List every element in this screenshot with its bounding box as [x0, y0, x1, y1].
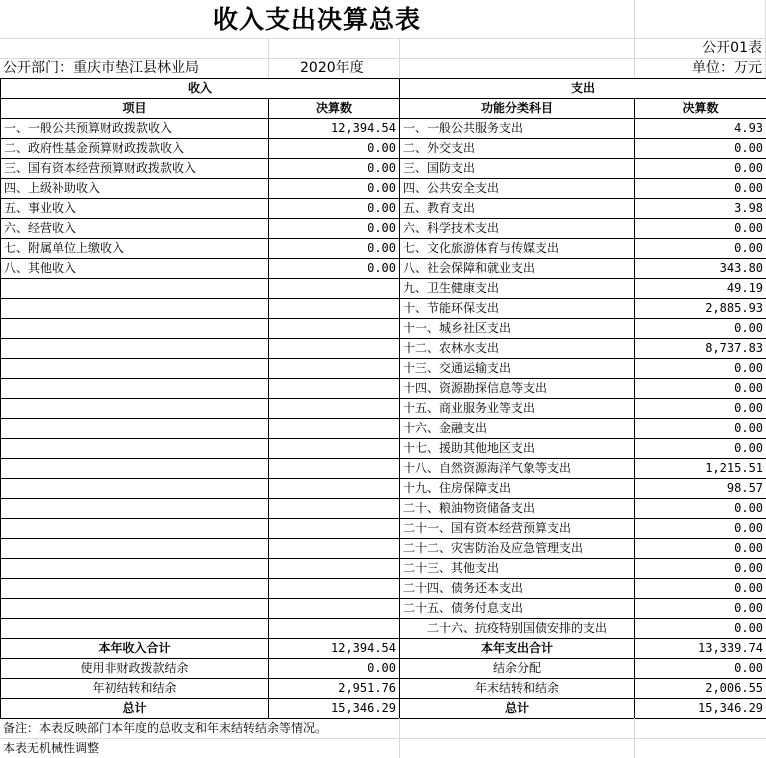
table-row — [1, 239, 766, 259]
table-row — [1, 579, 766, 599]
expense-item-value: 98.57 — [635, 479, 766, 499]
surplus-label: 结余分配 — [400, 659, 635, 679]
expense-item-value: 0.00 — [635, 559, 766, 579]
income-item-value — [269, 519, 400, 539]
income-item-value: 12,394.54 — [269, 119, 400, 139]
grand-total-row — [1, 699, 766, 719]
income-item-label — [1, 579, 269, 599]
income-item-value — [269, 339, 400, 359]
end-balance-value: 2,006.55 — [635, 679, 766, 699]
expense-item-value: 0.00 — [635, 419, 766, 439]
expense-item-label: 一、一般公共服务支出 — [400, 119, 635, 139]
table-row — [1, 139, 766, 159]
income-item-label — [1, 459, 269, 479]
function-item-column-header: 功能分类科目 — [400, 99, 635, 119]
table-row — [1, 399, 766, 419]
income-item-value — [269, 459, 400, 479]
income-item-label — [1, 379, 269, 399]
footnote: 备注：本表反映部门本年度的总收支和年末结转结余等情况。 — [3, 721, 328, 735]
table-row — [1, 479, 766, 499]
income-item-value: 0.00 — [269, 219, 400, 239]
expense-item-label: 三、国防支出 — [400, 159, 635, 179]
income-total-label: 本年收入合计 — [1, 639, 269, 659]
expense-item-label: 十三、交通运输支出 — [400, 359, 635, 379]
expense-item-label: 十二、农林水支出 — [400, 339, 635, 359]
expense-item-label: 十五、商业服务业等支出 — [400, 399, 635, 419]
table-row — [1, 299, 766, 319]
income-item-label: 五、事业收入 — [1, 199, 269, 219]
surplus-value: 0.00 — [635, 659, 766, 679]
expense-item-label: 四、公共安全支出 — [400, 179, 635, 199]
table-row — [1, 599, 766, 619]
expense-item-value: 0.00 — [635, 619, 766, 639]
table-row — [1, 619, 766, 639]
table-row — [1, 439, 766, 459]
expense-item-label: 十一、城乡社区支出 — [400, 319, 635, 339]
income-item-value: 0.00 — [269, 139, 400, 159]
form-number: 公开01表 — [702, 40, 762, 56]
income-item-label: 七、附属单位上缴收入 — [1, 239, 269, 259]
amount-column-header: 决算数 — [269, 99, 400, 119]
expense-item-value: 0.00 — [635, 579, 766, 599]
income-item-label — [1, 559, 269, 579]
expense-item-label: 九、卫生健康支出 — [400, 279, 635, 299]
expense-item-label: 二十二、灾害防治及应急管理支出 — [400, 539, 635, 559]
expense-item-value: 0.00 — [635, 599, 766, 619]
expense-item-value: 0.00 — [635, 139, 766, 159]
page-title: 收入支出决算总表 — [212, 5, 421, 34]
income-item-value — [269, 279, 400, 299]
end-balance-label: 年末结转和结余 — [400, 679, 635, 699]
grand-total-income-label: 总计 — [1, 699, 269, 719]
income-item-label — [1, 539, 269, 559]
amount2-column-header: 决算数 — [635, 99, 766, 119]
expense-item-value: 8,737.83 — [635, 339, 766, 359]
expense-item-label: 十九、住房保障支出 — [400, 479, 635, 499]
item-column-header: 项目 — [1, 99, 269, 119]
table-row — [1, 339, 766, 359]
expense-item-value: 0.00 — [635, 319, 766, 339]
expense-item-value: 0.00 — [635, 519, 766, 539]
income-item-value — [269, 399, 400, 419]
expense-item-value: 0.00 — [635, 219, 766, 239]
income-item-value — [269, 539, 400, 559]
expense-item-label: 二十三、其他支出 — [400, 559, 635, 579]
expense-item-value: 0.00 — [635, 239, 766, 259]
table-row — [1, 179, 766, 199]
nonfiscal-label: 使用非财政拨款结余 — [1, 659, 269, 679]
income-item-label — [1, 339, 269, 359]
table-row — [1, 359, 766, 379]
expense-item-label: 二十五、债务付息支出 — [400, 599, 635, 619]
budget-summary-body — [1, 639, 766, 719]
expense-item-value: 0.00 — [635, 499, 766, 519]
expense-item-label: 二十一、国有资本经营预算支出 — [400, 519, 635, 539]
income-item-label — [1, 479, 269, 499]
income-item-label: 一、一般公共预算财政拨款收入 — [1, 119, 269, 139]
income-item-value — [269, 299, 400, 319]
gridline — [399, 38, 400, 78]
income-item-label: 六、经营收入 — [1, 219, 269, 239]
expense-item-value: 0.00 — [635, 379, 766, 399]
expense-item-label: 二十、粮油物资储备支出 — [400, 499, 635, 519]
column-header-row — [1, 99, 766, 119]
table-row — [1, 259, 766, 279]
gridline — [268, 38, 269, 78]
expense-item-label: 十、节能环保支出 — [400, 299, 635, 319]
expense-item-value: 343.80 — [635, 259, 766, 279]
income-item-label: 八、其他收入 — [1, 259, 269, 279]
income-item-label — [1, 439, 269, 459]
income-item-value: 0.00 — [269, 199, 400, 219]
expense-item-value: 0.00 — [635, 359, 766, 379]
expense-item-value: 0.00 — [635, 179, 766, 199]
expense-item-label: 十七、援助其他地区支出 — [400, 439, 635, 459]
income-item-value: 0.00 — [269, 179, 400, 199]
table-row — [1, 459, 766, 479]
table-row — [1, 419, 766, 439]
nonfiscal-value: 0.00 — [269, 659, 400, 679]
income-item-value — [269, 419, 400, 439]
table-row — [1, 519, 766, 539]
summary-row — [1, 659, 766, 679]
income-item-label — [1, 619, 269, 639]
income-item-label: 四、上级补助收入 — [1, 179, 269, 199]
table-row — [1, 219, 766, 239]
income-item-label — [1, 599, 269, 619]
table-row — [1, 379, 766, 399]
income-item-label — [1, 519, 269, 539]
table-row — [1, 539, 766, 559]
expense-total-value: 13,339.74 — [635, 639, 766, 659]
table-row — [1, 119, 766, 139]
income-item-value — [269, 559, 400, 579]
expense-item-value: 3.98 — [635, 199, 766, 219]
income-item-label — [1, 419, 269, 439]
expense-item-value: 1,215.51 — [635, 459, 766, 479]
income-item-label — [1, 499, 269, 519]
expense-item-value: 0.00 — [635, 439, 766, 459]
footnote: 本表无机械性调整 — [3, 741, 100, 755]
grand-total-income-value: 15,346.29 — [269, 699, 400, 719]
budget-table-body — [1, 79, 766, 639]
expense-item-value: 49.19 — [635, 279, 766, 299]
income-item-label — [1, 359, 269, 379]
expense-item-label: 二十六、抗疫特别国债安排的支出 — [400, 619, 635, 639]
income-item-value — [269, 599, 400, 619]
expense-item-label: 八、社会保障和就业支出 — [400, 259, 635, 279]
income-total-value: 12,394.54 — [269, 639, 400, 659]
fiscal-year: 2020年度 — [300, 60, 364, 76]
income-item-value: 0.00 — [269, 239, 400, 259]
expense-item-value: 0.00 — [635, 159, 766, 179]
expense-item-value: 2,885.93 — [635, 299, 766, 319]
income-item-label: 三、国有资本经营预算财政拨款收入 — [1, 159, 269, 179]
expense-item-value: 0.00 — [635, 399, 766, 419]
expense-item-label: 六、科学技术支出 — [400, 219, 635, 239]
begin-balance-value: 2,951.76 — [269, 679, 400, 699]
gridline — [634, 0, 635, 78]
income-item-label — [1, 399, 269, 419]
income-item-value — [269, 499, 400, 519]
table-row — [1, 499, 766, 519]
summary-row — [1, 679, 766, 699]
income-section-header: 收入 — [1, 79, 400, 99]
table-row — [1, 279, 766, 299]
income-item-label: 二、政府性基金预算财政拨款收入 — [1, 139, 269, 159]
expense-item-value: 4.93 — [635, 119, 766, 139]
begin-balance-label: 年初结转和结余 — [1, 679, 269, 699]
summary-row — [1, 639, 766, 659]
income-item-label — [1, 279, 269, 299]
department-label: 公开部门：重庆市垫江县林业局 — [3, 60, 199, 76]
income-item-value — [269, 379, 400, 399]
income-item-value — [269, 479, 400, 499]
unit-label: 单位：万元 — [692, 60, 762, 76]
expense-item-label: 七、文化旅游体育与传媒支出 — [400, 239, 635, 259]
section-header-row — [1, 79, 766, 99]
expense-section-header: 支出 — [400, 79, 766, 99]
income-item-label — [1, 299, 269, 319]
income-item-label — [1, 319, 269, 339]
expense-item-label: 二、外交支出 — [400, 139, 635, 159]
income-item-value — [269, 439, 400, 459]
grand-total-expense-label: 总计 — [400, 699, 635, 719]
expense-item-label: 二十四、债务还本支出 — [400, 579, 635, 599]
budget-table — [0, 78, 766, 719]
income-item-value — [269, 579, 400, 599]
expense-item-value: 0.00 — [635, 539, 766, 559]
table-row — [1, 559, 766, 579]
income-item-value — [269, 359, 400, 379]
table-row — [1, 199, 766, 219]
income-item-value — [269, 319, 400, 339]
table-row — [1, 159, 766, 179]
income-item-value: 0.00 — [269, 159, 400, 179]
expense-total-label: 本年支出合计 — [400, 639, 635, 659]
grand-total-expense-value: 15,346.29 — [635, 699, 766, 719]
expense-item-label: 十八、自然资源海洋气象等支出 — [400, 459, 635, 479]
expense-item-label: 十六、金融支出 — [400, 419, 635, 439]
expense-item-label: 十四、资源勘探信息等支出 — [400, 379, 635, 399]
income-item-value: 0.00 — [269, 259, 400, 279]
table-row — [1, 319, 766, 339]
expense-item-label: 五、教育支出 — [400, 199, 635, 219]
income-item-value — [269, 619, 400, 639]
